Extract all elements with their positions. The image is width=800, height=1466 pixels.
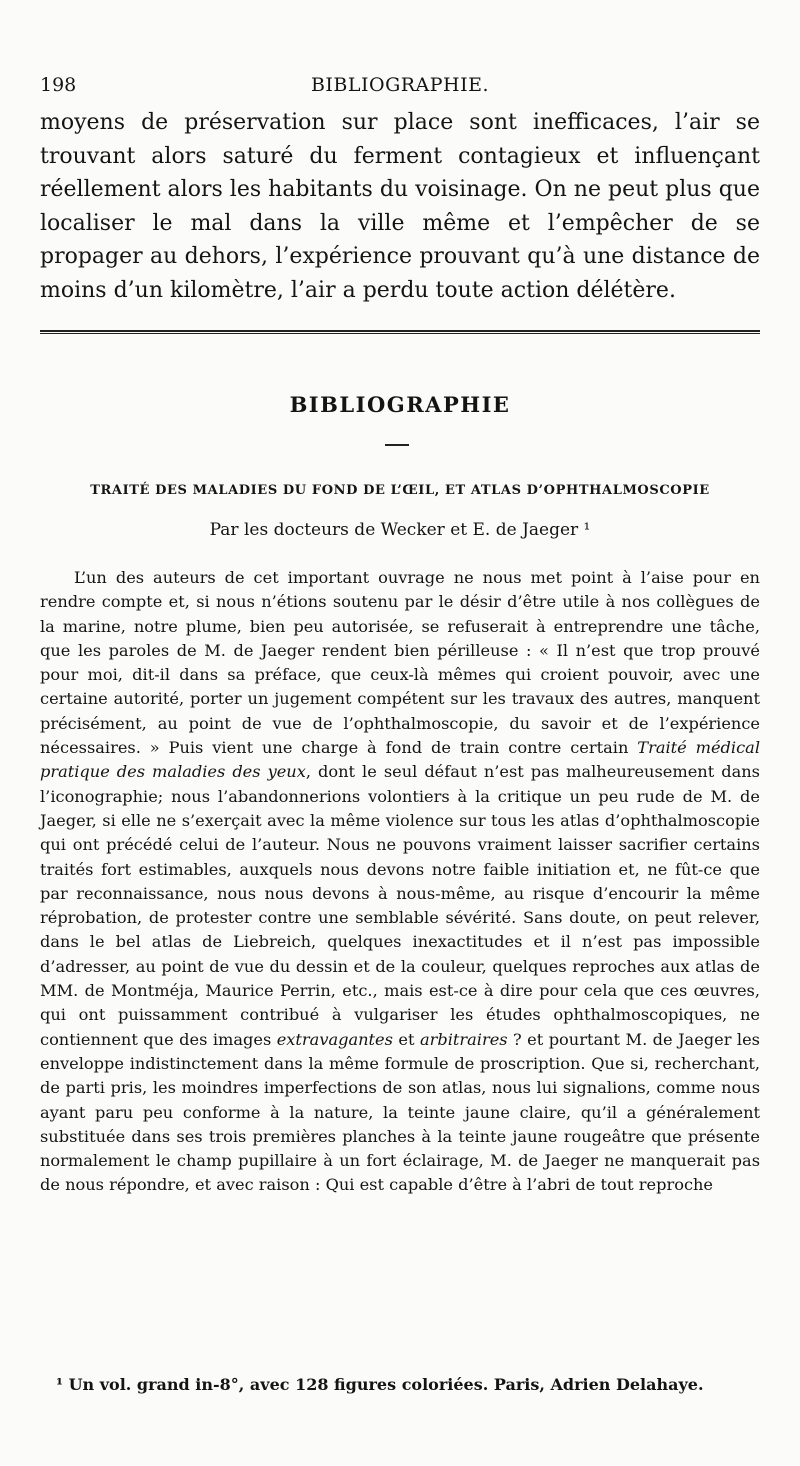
running-title: BIBLIOGRAPHIE.: [310, 74, 490, 96]
review-text-1: L’un des auteurs de cet important ouvrage ne nous met point à l’aise pour en rendre compte et, si nous n’étions soutenu par le désir d’être utile à nos collègues de la marine, notre plume, bien peu autorisée, se refuserait à entreprendre une tâche, que les paroles de M. de Jaeger rendent bien périlleuse : « Il n’est que trop prouvé pour moi, dit-il dans sa préface, que ceux-là mêmes qui croient pouvoir, avec une certaine autorité, porter un jugement compétent sur les travaux des autres, manquent précisément, au point de vue de l’ophthalmoscopie, du savoir et de l’expérience nécessaires. » Puis vient une charge à fond de train contre certain: [40, 568, 760, 758]
page-number: 198: [40, 74, 77, 96]
review-text-2: , dont le seul défaut n’est pas malheureusement dans l’iconographie; nous l’abandonnerions volontiers à la critique un peu rude de M. de Jaeger, si elle ne s’exerçait avec la même violence sur tous les atlas d’ophthalmoscopie qui ont précédé celui de l’auteur. Nous ne pouvons vraiment laisser sacrifier certains traités fort estimables, auxquels nous devons notre faible initiation et, ne fût-ce que par reconnaissance, nous nous devons à nous-même, au risque d’encourir la même réprobation, de protester contre une semblable sévérité. Sans doute, on peut relever, dans le bel atlas de Liebreich, quelques inexactitudes et il n’est pas impossible d’adresser, au point de vue du dessin et de la couleur, quelques reproches aux atlas de MM. de Montméja, Maurice Perrin, etc., mais est-ce à dire pour cela que ces œuvres, qui ont puissamment contribué à vulgariser les études ophthalmoscopiques, ne contiennent que des images: [40, 762, 760, 1049]
section-divider: [40, 330, 760, 334]
continued-paragraph: moyens de préservation sur place sont inefficaces, l’air se trouvant alors saturé du ferment contagieux et influençant réellement alors les habitants du voisinage. On ne peut plus que localiser le mal dans la ville même et l’empêcher de se propager au dehors, l’expérience prouvant qu’à une distance de moins d’un kilomètre, l’air a perdu toute action délétère.: [40, 110, 760, 303]
review-italic-title: Traité médical pratique des maladies des yeux: [40, 738, 760, 782]
review-text-3: et: [392, 1029, 420, 1049]
review-italic-extravagantes: extravagantes: [276, 1029, 393, 1049]
running-head: [40, 74, 760, 100]
title-underline: [385, 444, 409, 446]
review-italic-arbitraires: arbitraires: [419, 1029, 508, 1049]
footnote: ¹ Un vol. grand in-8°, avec 128 figures coloriées. Paris, Adrien Delahaye.: [56, 1375, 704, 1394]
review-paragraph: [40, 566, 760, 1198]
book-title: TRAITÉ DES MALADIES DU FOND DE L’ŒIL, ET ATLAS D’OPHTHALMOSCOPIE: [90, 483, 710, 498]
book-page: [40, 0, 760, 1466]
book-authors: Par les docteurs de Wecker et E. de Jaeger ¹: [209, 520, 591, 540]
section-title: BIBLIOGRAPHIE: [289, 392, 511, 417]
review-text-4: ? et pourtant M. de Jaeger les enveloppe indistinctement dans la même formule de proscription. Que si, recherchant, de parti pris, les moindres imperfections de son atlas, nous lui signalions, comme nous ayant paru peu conforme à la nature, la teinte jaune claire, qu’il a généralement substituée dans ses trois premières planches à la teinte jaune rougeâtre que présente normalement le champ pupillaire à un fort éclairage, M. de Jaeger ne manquerait pas de nous répondre, et avec raison : Qui est capable d’être à l’abri de tout reproche: [40, 1029, 760, 1195]
